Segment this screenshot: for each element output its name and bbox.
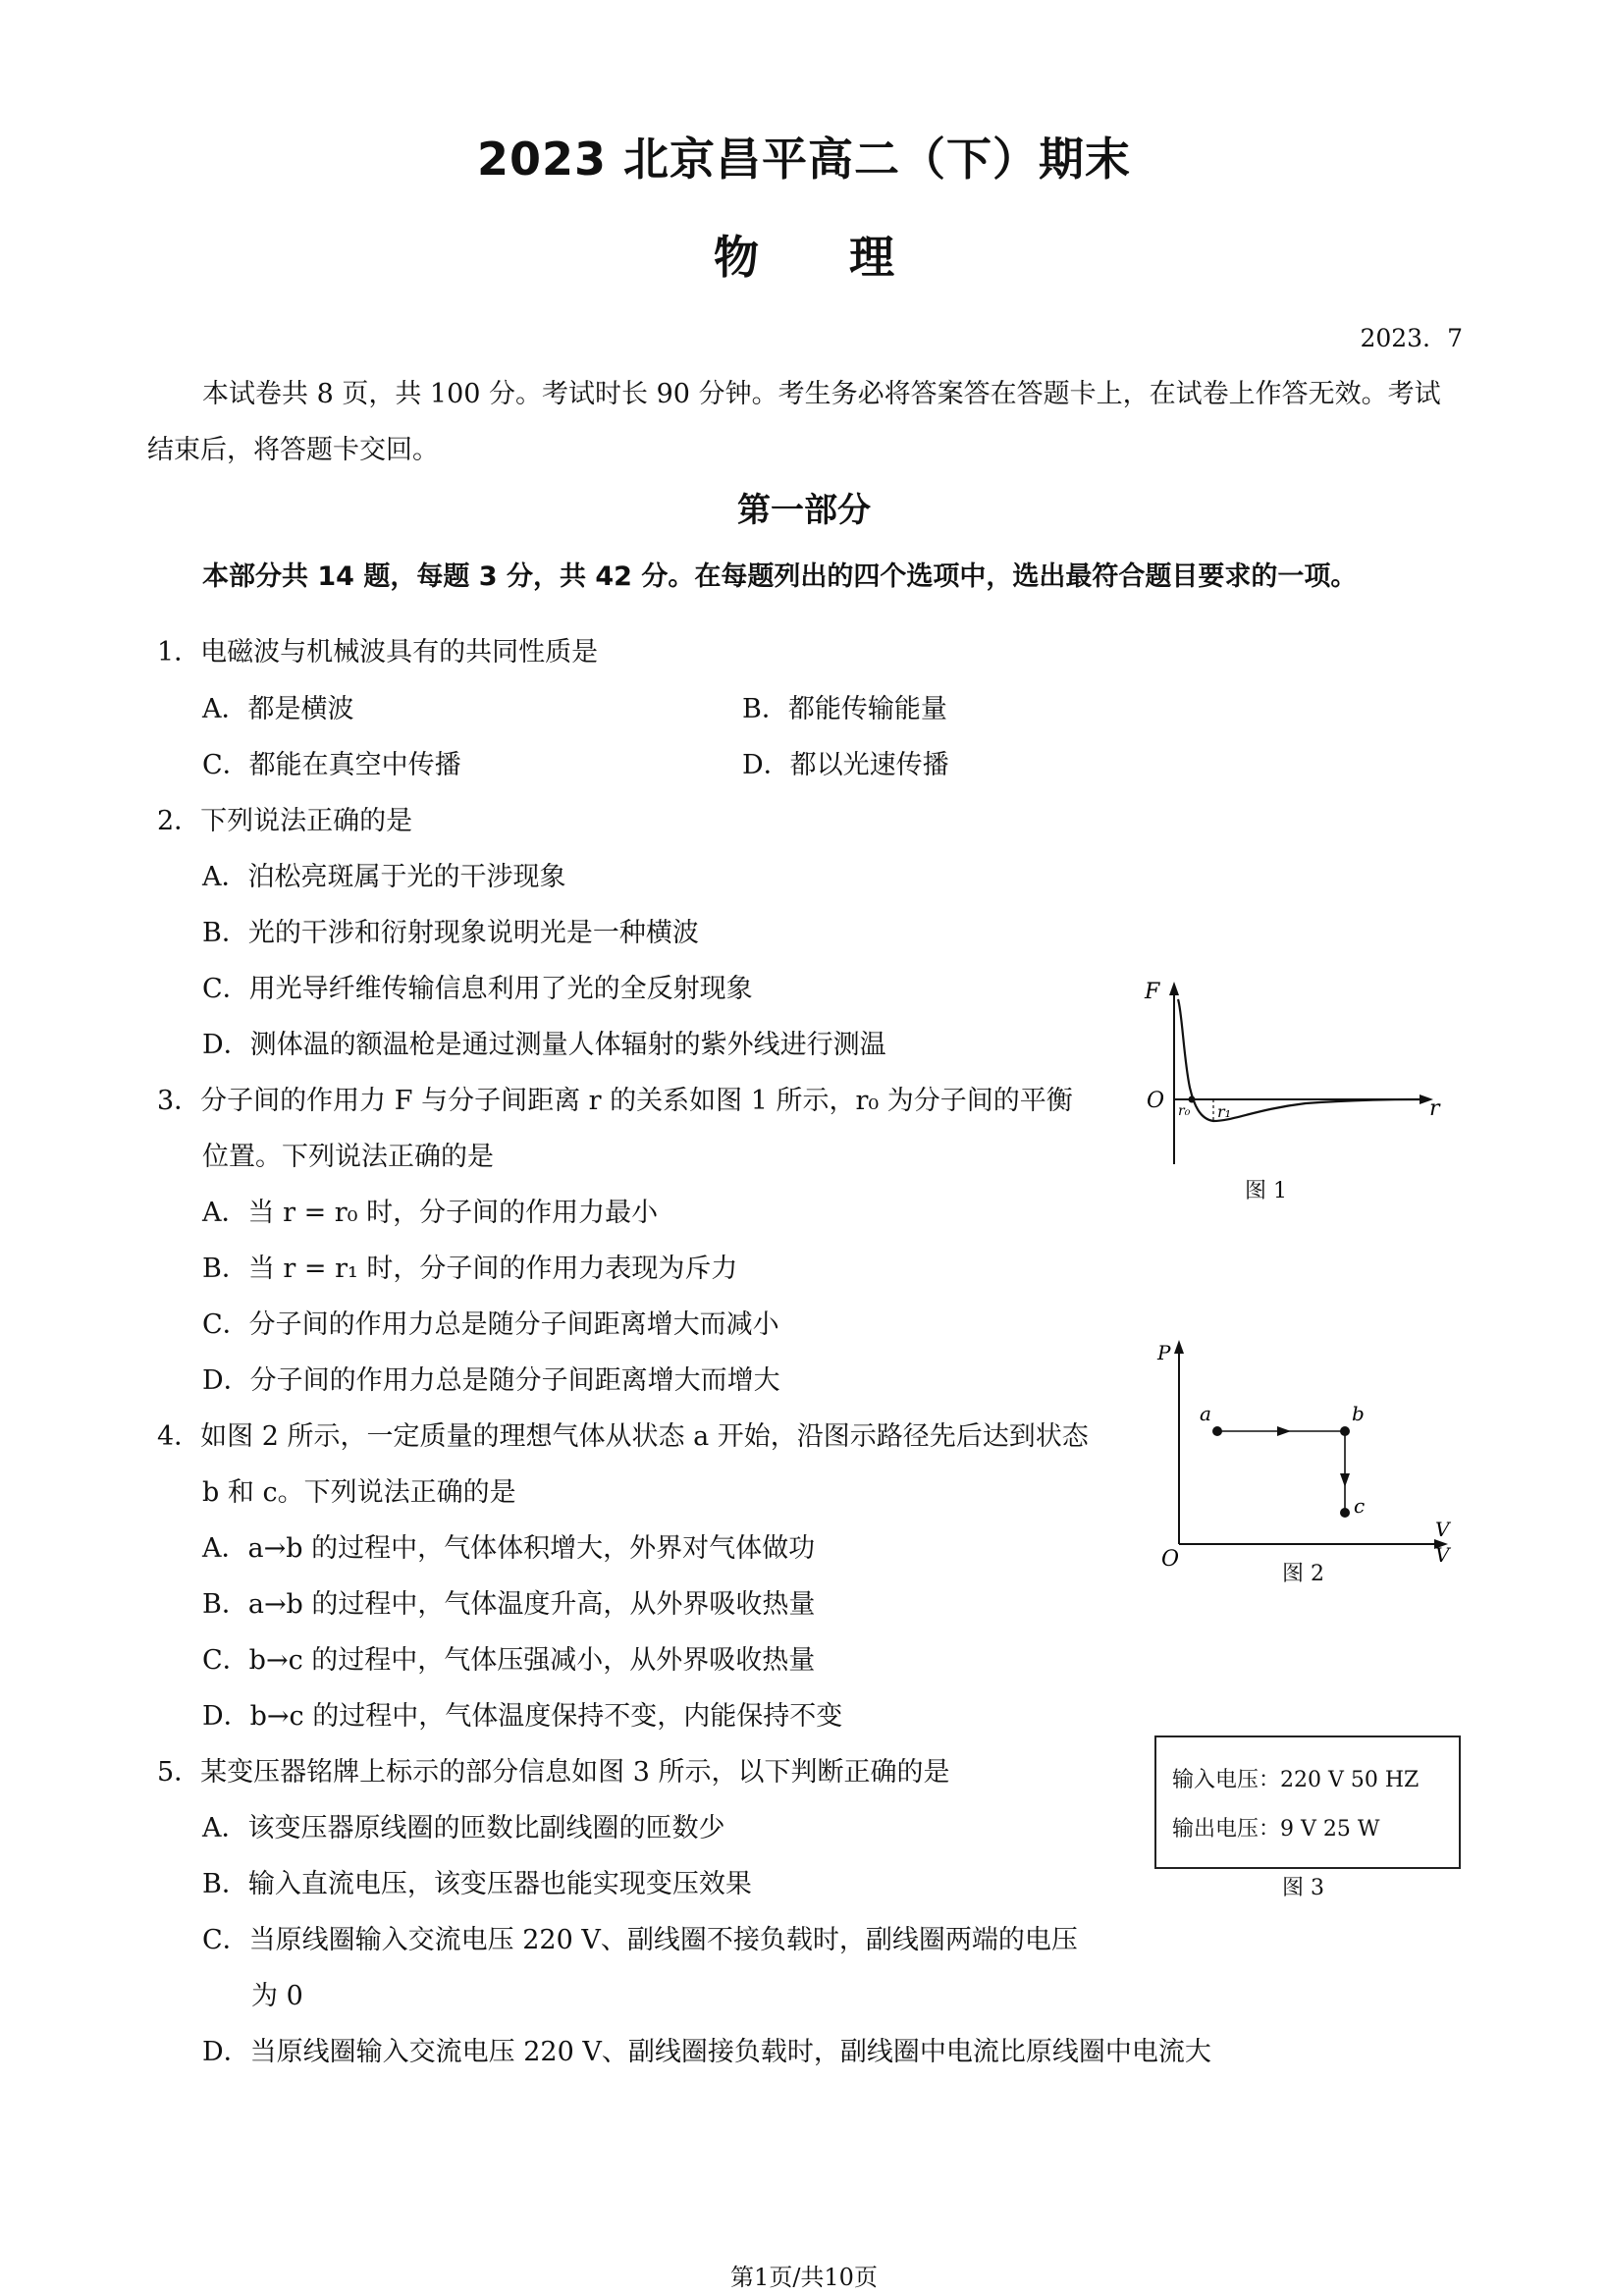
question-2-option-b: B．光的干涉和衍射现象说明光是一种横波	[202, 918, 699, 948]
question-5-option-c-line1: C．当原线圈输入交流电压 220 V、副线圈不接负载时，副线圈两端的电压	[202, 1925, 1078, 1955]
fig1-r0-point	[1189, 1096, 1196, 1103]
question-5-option-b: B．输入直流电压，该变压器也能实现变压效果	[202, 1869, 752, 1899]
question-2-stem: 2．下列说法正确的是	[157, 806, 413, 836]
page-number: 第1页/共10页	[730, 2264, 878, 2291]
fig2-y-label: P	[1157, 1341, 1171, 1364]
question-4-option-c: C．b→c 的过程中，气体压强减小，从外界吸收热量	[202, 1645, 816, 1676]
fig1-y-label: F	[1145, 980, 1160, 1004]
part-title: 第一部分	[737, 491, 871, 530]
question-3-stem-line1: 3．分子间的作用力 F 与分子间距离 r 的关系如图 1 所示，r₀ 为分子间的平衡	[157, 1086, 1073, 1116]
exam-instructions: 本试卷共 8 页，共 100 分。考试时长 90 分钟。考生务必将答案答在答题卡上，在试卷上作答无效。考试结束后，将答题卡交回。	[147, 379, 1441, 465]
fig2-origin-label: O	[1161, 1547, 1180, 1572]
question-2-option-c: C．用光导纤维传输信息利用了光的全反射现象	[202, 974, 753, 1004]
question-5-option-a: A．该变压器原线圈的匝数比副线圈的匝数少	[202, 1813, 725, 1843]
fig2-arrow-bc	[1340, 1473, 1350, 1487]
question-3-option-d: D．分子间的作用力总是随分子间距离增大而增大	[202, 1365, 780, 1396]
question-2-option-d: D．测体温的额温枪是通过测量人体辐射的紫外线进行测温	[202, 1030, 886, 1060]
fig2-x-label: V	[1435, 1518, 1450, 1541]
figure-3-caption: 图 3	[1282, 1876, 1324, 1900]
fig1-x-label: r	[1429, 1096, 1440, 1121]
question-3-stem-line2: 位置。下列说法正确的是	[202, 1142, 494, 1172]
fig2-label-a: a	[1200, 1402, 1211, 1425]
fig2-state-a-point	[1212, 1426, 1222, 1436]
fig1-y-arrow	[1169, 982, 1179, 995]
exam-date: 2023．7	[1360, 324, 1463, 352]
figure-2-caption: 图 2	[1282, 1562, 1324, 1586]
fig1-r1-label: r₁	[1217, 1102, 1232, 1121]
figure-1-caption: 图 1	[1245, 1179, 1287, 1203]
nameplate-output-voltage: 输出电压：9 V 25 W	[1172, 1817, 1380, 1842]
fig1-r0-label: r₀	[1178, 1103, 1191, 1119]
question-3-option-a: A．当 r = r₀ 时，分子间的作用力最小	[202, 1198, 659, 1228]
question-1-option-d: D．都以光速传播	[742, 750, 949, 780]
question-5-option-d: D．当原线圈输入交流电压 220 V、副线圈接负载时，副线圈中电流比原线圈中电流大	[202, 2037, 1211, 2067]
nameplate-input-voltage: 输入电压：220 V 50 HZ	[1172, 1768, 1420, 1792]
question-3-option-c: C．分子间的作用力总是随分子间距离增大而减小	[202, 1309, 779, 1340]
fig2-arrow-ab	[1277, 1426, 1291, 1436]
figure-3-nameplate	[1154, 1735, 1461, 1869]
fig2-state-c-point	[1340, 1508, 1350, 1518]
question-4-option-b: B．a→b 的过程中，气体温度升高，从外界吸收热量	[202, 1589, 816, 1620]
question-1-stem: 1．电磁波与机械波具有的共同性质是	[157, 637, 599, 667]
question-1-option-a: A．都是横波	[202, 694, 354, 724]
question-4-option-d: D．b→c 的过程中，气体温度保持不变，内能保持不变	[202, 1701, 843, 1732]
fig1-force-curve	[1178, 999, 1420, 1121]
part-description: 本部分共 14 题，每题 3 分，共 42 分。在每题列出的四个选项中，选出最符合题目要求的一项。	[202, 561, 1358, 592]
question-4-stem-line2: b 和 c。下列说法正确的是	[202, 1477, 516, 1508]
fig1-origin-label: O	[1147, 1089, 1165, 1113]
question-1-option-c: C．都能在真空中传播	[202, 750, 461, 780]
question-2-option-a: A．泊松亮斑属于光的干涉现象	[202, 862, 566, 892]
fig2-x-label-dup: V	[1435, 1543, 1450, 1567]
question-5-stem: 5．某变压器铭牌上标示的部分信息如图 3 所示，以下判断正确的是	[157, 1757, 950, 1788]
fig2-label-c: c	[1354, 1494, 1366, 1518]
fig2-state-b-point	[1340, 1426, 1350, 1436]
fig2-label-b: b	[1352, 1402, 1365, 1425]
question-4-option-a: A．a→b 的过程中，气体体积增大，外界对气体做功	[202, 1533, 816, 1564]
subject-title: 物 理	[714, 231, 894, 284]
question-1-option-b: B．都能传输能量	[742, 694, 947, 724]
question-3-option-b: B．当 r = r₁ 时，分子间的作用力表现为斥力	[202, 1254, 738, 1284]
page-title: 2023 北京昌平高二（下）期末	[476, 133, 1132, 186]
fig2-y-arrow	[1174, 1340, 1184, 1354]
figure-1-force-distance-graph	[1139, 972, 1453, 1207]
figure-2-pv-diagram	[1144, 1330, 1458, 1575]
question-4-stem-line1: 4．如图 2 所示，一定质量的理想气体从状态 a 开始，沿图示路径先后达到状态	[157, 1421, 1089, 1452]
question-5-option-c-line2: 为 0	[251, 1981, 303, 2011]
